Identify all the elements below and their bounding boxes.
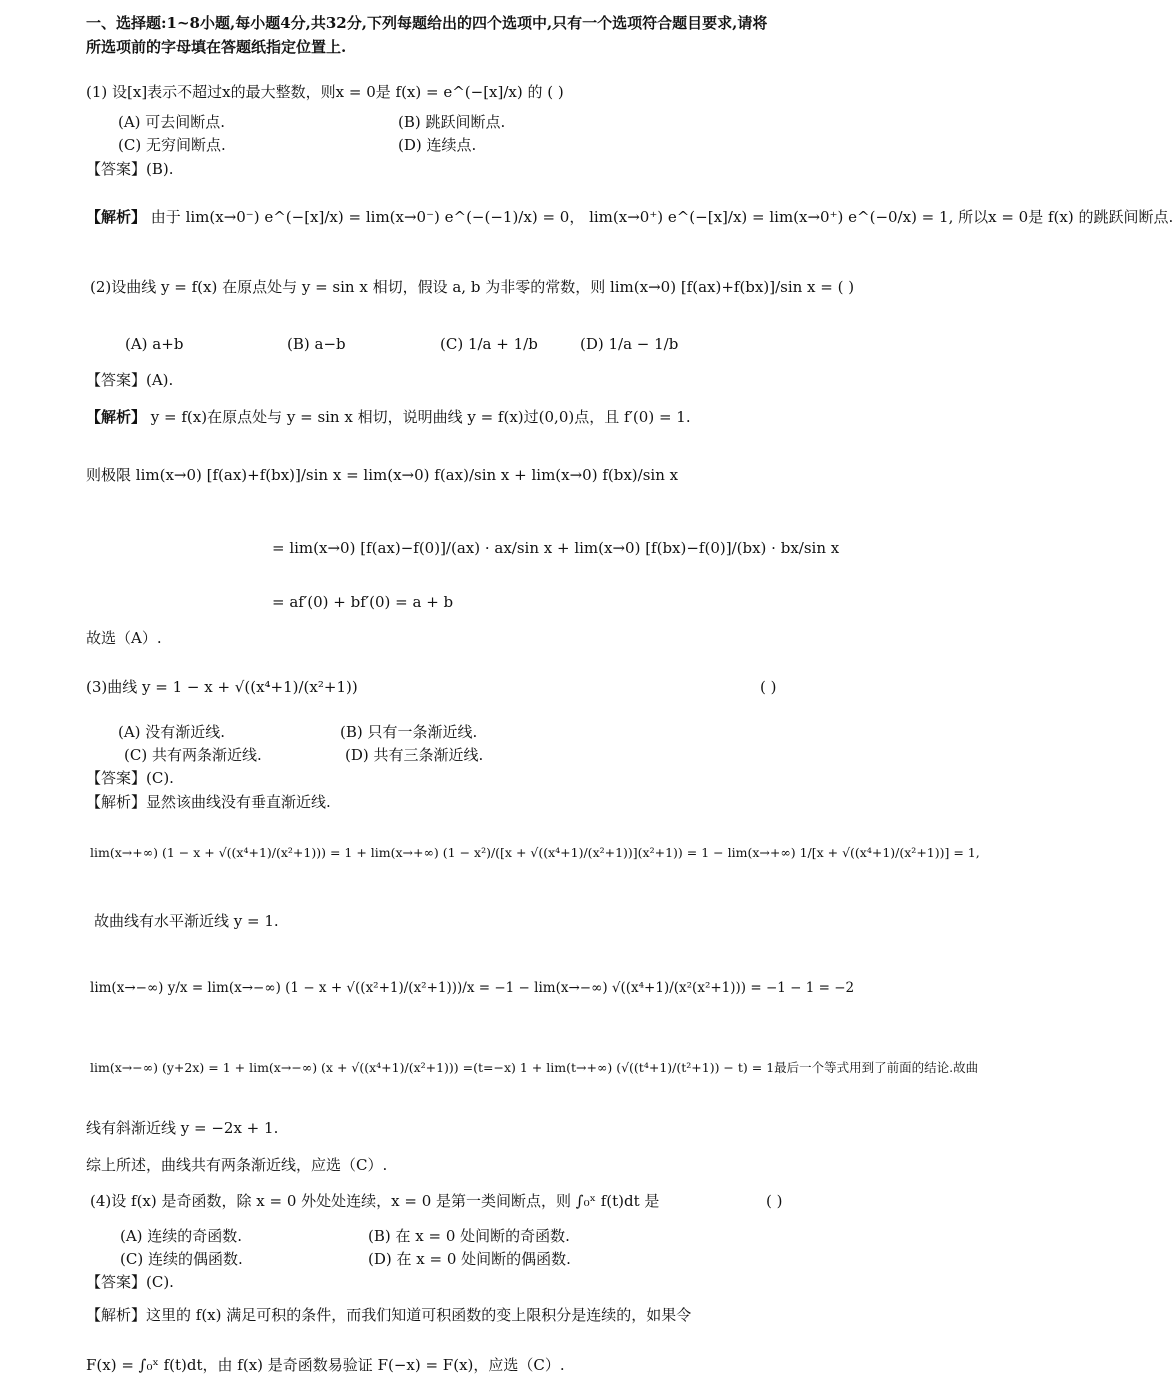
q2-answer: 【答案】(A).: [86, 371, 174, 389]
q4-option-d: (D) 在 x = 0 处间断的偶函数.: [368, 1250, 571, 1268]
q1-option-c: (C) 无穷间断点.: [118, 136, 226, 154]
q2-option-c: (C) 1/a + 1/b: [440, 335, 538, 353]
q3-eq2: lim(x→−∞) y/x = lim(x→−∞) (1 − x + √((x²+1)/(x²+1)))/x = −1 − lim(x→−∞) √((x⁴+1)/(x²(x²+1))) = −1 − 1 = −2: [90, 980, 855, 996]
q2-analysis-text: y = f(x)在原点处与 y = sin x 相切，说明曲线 y = f(x)过(0,0)点，且 f′(0) = 1.: [150, 408, 691, 426]
q2-option-d: (D) 1/a − 1/b: [580, 335, 679, 353]
q2-option-b: (B) a−b: [287, 335, 346, 353]
q3-horizontal-asymptote: 故曲线有水平渐近线 y = 1.: [94, 912, 279, 930]
section-header-line1: 一、选择题:1~8小题,每小题4分,共32分,下列每题给出的四个选项中,只有一个选项符合题目要求,请将: [86, 14, 768, 32]
q4-last-line: F(x) = ∫₀ˣ f(t)dt，由 f(x) 是奇函数易验证 F(−x) = F(x)，应选（C）.: [86, 1356, 565, 1374]
q3-option-c: (C) 共有两条渐近线.: [124, 746, 262, 764]
q2-analysis-label: 【解析】: [86, 408, 147, 426]
q2-stem: (2)设曲线 y = f(x) 在原点处与 y = sin x 相切，假设 a, b 为非零的常数，则 lim(x→0) [f(ax)+f(bx)]/sin x = ( ): [90, 278, 855, 296]
q1-analysis-text: 由于 lim(x→0⁻) e^(−[x]/x) = lim(x→0⁻) e^(−(−1)/x) = 0， lim(x→0⁺) e^(−[x]/x) = lim(x→0⁺) e^(−0/x) = 1, 所以x = 0是 f(x) 的跳跃间断点.: [150, 208, 1173, 226]
q1-answer: 【答案】(B).: [86, 160, 174, 178]
q4-paren: ( ): [766, 1192, 783, 1210]
q4-option-a: (A) 连续的奇函数.: [120, 1227, 243, 1245]
q2-step1: 则极限 lim(x→0) [f(ax)+f(bx)]/sin x = lim(x→0) f(ax)/sin x + lim(x→0) f(bx)/sin x: [86, 466, 679, 484]
q3-eq1: lim(x→+∞) (1 − x + √((x⁴+1)/(x²+1))) = 1 + lim(x→+∞) (1 − x²)/([x + √((x⁴+1)/(x²+1))](x²+1)) = 1 − lim(x→+∞) 1/[x + √((x⁴+1)/(x²+1))] = 1,: [90, 845, 980, 860]
q3-stem: (3)曲线 y = 1 − x + √((x⁴+1)/(x²+1)): [86, 678, 358, 696]
q3-option-b: (B) 只有一条渐近线.: [340, 723, 478, 741]
q3-eq3: lim(x→−∞) (y+2x) = 1 + lim(x→−∞) (x + √((x⁴+1)/(x²+1))) =(t=−x) 1 + lim(t→+∞) (√((t⁴+1)/(t²+1)) − t) = 1最后一个等式用到了前面的结论.故曲: [90, 1060, 979, 1075]
q4-analysis: 【解析】这里的 f(x) 满足可积的条件，而我们知道可积函数的变上限积分是连续的，如果令: [86, 1306, 692, 1324]
q1-option-a: (A) 可去间断点.: [118, 113, 226, 131]
q1-analysis-label: 【解析】: [86, 208, 147, 226]
q2-step2: = lim(x→0) [f(ax)−f(0)]/(ax) · ax/sin x + lim(x→0) [f(bx)−f(0)]/(bx) · bx/sin x: [272, 539, 840, 557]
q4-option-b: (B) 在 x = 0 处间断的奇函数.: [368, 1227, 570, 1245]
q2-option-a: (A) a+b: [125, 335, 184, 353]
q3-oblique-asymptote: 线有斜渐近线 y = −2x + 1.: [86, 1119, 279, 1137]
q1-option-d: (D) 连续点.: [398, 136, 477, 154]
q1-analysis: [86, 207, 1173, 227]
q1-stem: (1) 设[x]表示不超过x的最大整数，则x = 0是 f(x) = e^(−[x]/x) 的 ( ): [86, 83, 564, 101]
q3-conclusion: 综上所述，曲线共有两条渐近线，应选（C）.: [86, 1156, 388, 1174]
section-header-line2: 所选项前的字母填在答题纸指定位置上.: [86, 38, 347, 56]
q2-conclusion: 故选（A）.: [86, 629, 162, 647]
q3-analysis: 【解析】显然该曲线没有垂直渐近线.: [86, 793, 331, 811]
q2-analysis: [86, 407, 691, 427]
q1-option-b: (B) 跳跃间断点.: [398, 113, 506, 131]
q3-answer: 【答案】(C).: [86, 769, 174, 787]
q2-step3: = af′(0) + bf′(0) = a + b: [272, 593, 454, 611]
q4-option-c: (C) 连续的偶函数.: [120, 1250, 243, 1268]
q3-option-d: (D) 共有三条渐近线.: [345, 746, 484, 764]
q4-stem: (4)设 f(x) 是奇函数，除 x = 0 外处处连续，x = 0 是第一类间断点，则 ∫₀ˣ f(t)dt 是: [90, 1192, 660, 1210]
q4-answer: 【答案】(C).: [86, 1273, 174, 1291]
q3-option-a: (A) 没有渐近线.: [118, 723, 226, 741]
q3-paren: ( ): [760, 678, 777, 696]
